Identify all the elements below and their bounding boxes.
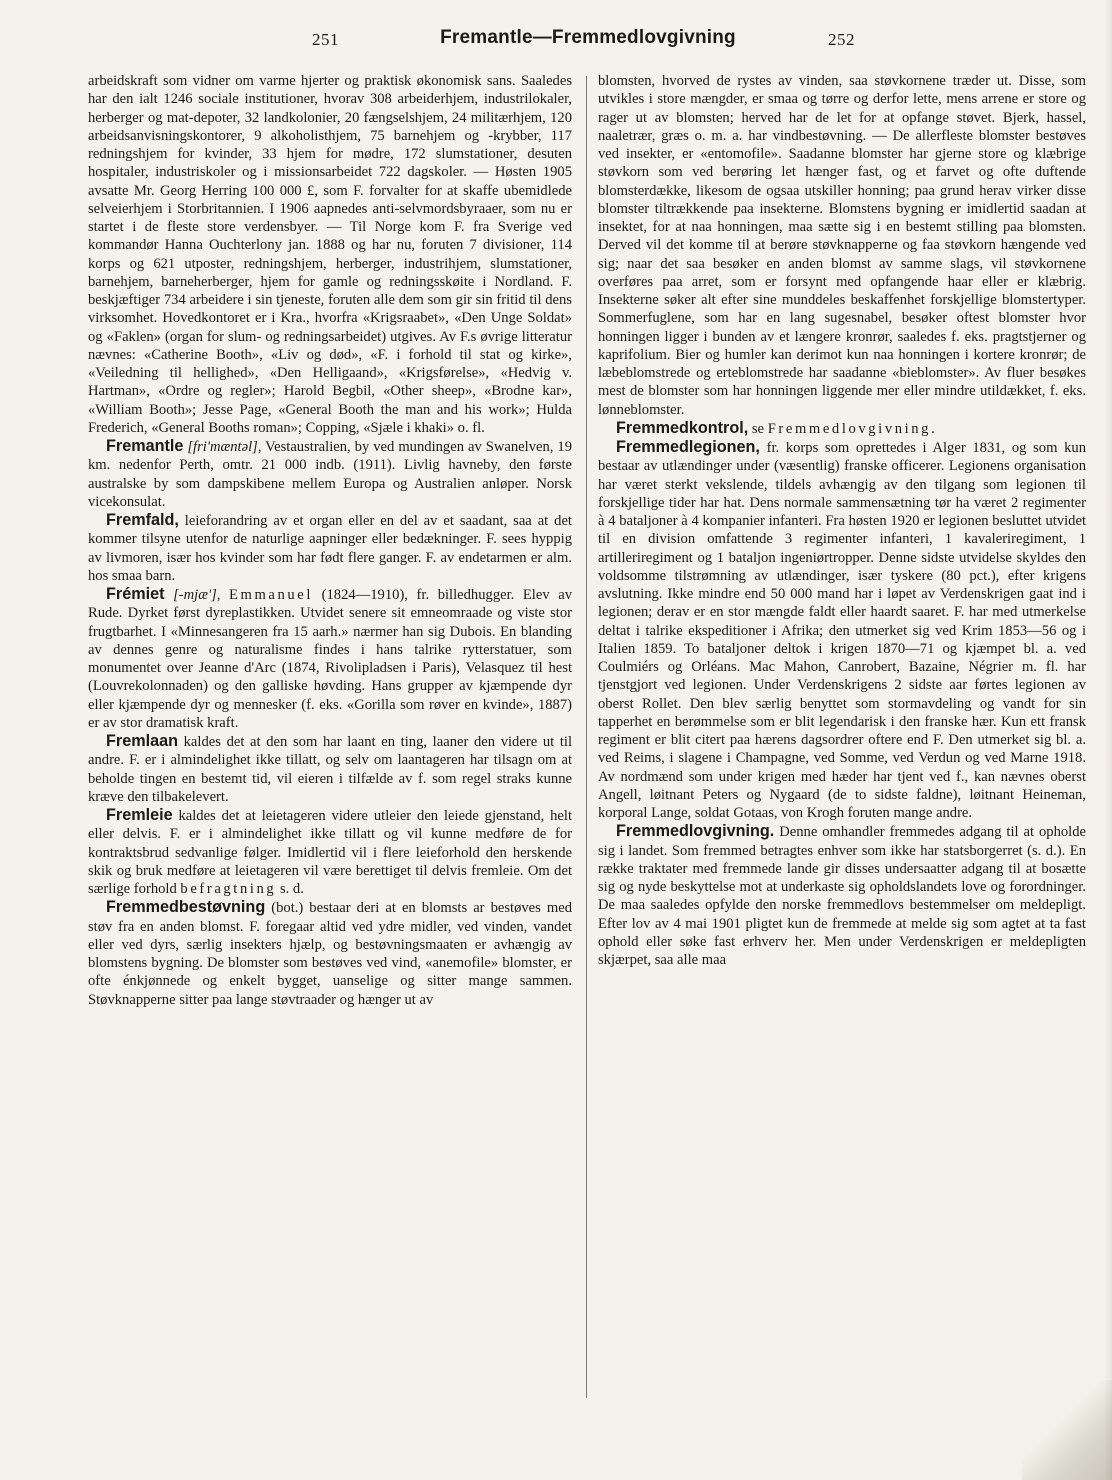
headword: Fremmedlegionen, bbox=[616, 438, 760, 456]
pronunciation: [-mjæ'] bbox=[173, 587, 217, 603]
entry-fremmedlegionen bbox=[598, 438, 1086, 822]
entry-fremmedlovgivning bbox=[598, 822, 1086, 969]
page-header bbox=[88, 26, 1088, 56]
entry-body: (1824—1910), fr. billedhugger. Elev av Rude. Dyrket først dyreplastikken. Utvidet senere sit emneomraade og viste stor frugtbarhet. I «Minnesangeren fra 15 aarh.» nærmer han sig Dubois. En blanding av dennes genre og naturalisme findes i hans talrike rytterstatuer, som monumentet over Jeanne d'Arc (1874, Rivolipladsen i Paris), Velasquez til hest (Louvrekolonnaden) og den galliske høvding. Hans grupper av kjæmpende dyr eller kjæmpende dyr og mennesker (f. eks. «Gorilla som røver en kvinde», 1887) er av stor dramatisk kraft. bbox=[88, 587, 573, 731]
page-curl bbox=[1022, 1380, 1112, 1480]
entry-fremiet: Frémiet [-mjæ'], Emmanuel (1824—1910), fr. billedhugger. Elev av Rude. Dyrket først dyreplastikken. Utvidet senere sit emneomraade og viste stor frugtbarhet. I «Minnesangeren fra 15 aarh.» nærmer han sig Dubois. En blanding av dennes genre og naturalisme findes i hans talrike rytterstatuer, som monumentet over Jeanne d'Arc (1874, Rivolipladsen i Paris), Velasquez til hest (Louvrekolonnaden) og den galliske høvding. Hans grupper av kjæmpende dyr eller kjæmpende dyr og mennesker (f. eks. «Gorilla som røver en kvinde», 1887) er av stor dramatisk kraft. bbox=[88, 585, 573, 731]
headword: Fremmedlovgivning. bbox=[616, 822, 775, 841]
headword: Fremfald, bbox=[106, 511, 179, 529]
continuation-paragraph: arbeidskraft som vidner om varme hjerter og praktisk økonomisk sans. Saaledes har den ialt 1246 sociale institutioner, hvorav 308 arbeiderhjem, industrilokaler, herberger og mat-depoter, 32 landkolonier, 20 fængselshjem, 24 militærhjem, 120 arbeidsanvisningskontorer, 9 alkoholisthjem, 75 barnehjem og -krybber, 117 redningshjem for kvinder, 33 hjem for mødre, 172 slumstationer, desuten hospitaler, industriskoler og i missionsarbeidet 722 dagskoler. — Høsten 1905 avsatte Mr. Georg Herring 100 000 £, som F. forvalter for at skaffe ubemidlede selveierhjem i Storbritannien. I 1906 aapnedes anti-selvmordsbyraaer, som nu er startet i de fleste store verdensbyer. — Til Norge kom F. fra Sverige ved kommandør Hanna Ouchterlony jan. 1888 og har nu, foruten 7 divisioner, 114 korps og 621 utposter, redningshjem, herberger, industrihjem, slumstationer, barnehjem, barneherberger, hjem for gamle og redningsskøite i Nordland. F. beskjæftiger 734 arbeidere i sin tjeneste, foruten alle dem som gir sin fritid til dens virksomhet. Hovedkontoret er i Kra., hvorfra «Krigsraabet», «Den Unge Soldat» og «Faklen» (organ for slum- og redningsarbeidet) utgives. Av F.s øvrige litteratur nævnes: «Catherine Booth», «Liv og død», «F. i forhold til stat og kirke», «Veiledning til hellighed», «Den Helligaand», «Krigsførelse», «Hedvig v. Hartman», «Ordre og regler»; Harold Begbil, «Other sheep», «Brodne kar», «William Booth»; Jesse Page, «General Booth the man and his work»; Hulda Frederich, «General Booths roman»; Copping, «Sjæle i khaki» o. fl. bbox=[88, 73, 572, 436]
entry-body: Denne omhandler fremmedes adgang til at opholde sig i landet. Som fremmed betragtes enhver som ikke har statsborgerret (s. d.). En række traktater med fremmede lande gir disses undersaatter adgang til at bosætte sig og nyde beskyttelse mot at underkaste sig opholdslandets love og forordninger. De maa saaledes opfylde den norske fremmedlovs bestemmelser om meldepligt. Efter lov av 4 mai 1901 pligtet kun de fremmede at melde sig som agtet at ta fast ophold eller søke fast erhverv her. Men under Verdenskrigen er meldepligten skjærpet, saa alle maa bbox=[598, 824, 1086, 968]
headword: Fremmedbestøvning bbox=[106, 898, 266, 917]
page-number-right: 252 bbox=[828, 30, 855, 49]
entry-fremlaan bbox=[88, 732, 572, 806]
entry-fremleie bbox=[88, 806, 572, 898]
entry-tail: . bbox=[931, 420, 935, 437]
headword: Fremlaan bbox=[106, 732, 178, 750]
entry-fremfald bbox=[88, 511, 572, 585]
headword: Fremleie bbox=[106, 806, 173, 824]
entry-body: se bbox=[748, 420, 768, 437]
column-rule bbox=[586, 76, 587, 1398]
page-number-left: 251 bbox=[312, 30, 339, 49]
entry-body: (bot.) bestaar deri at en blomsts ar bestøves med støv fra en anden blomst. F. foregaar altid ved ydre midler, ved vinden, vandet eller ved dyrs, særlig insekters hjælp, og bestøvningsmaaten er avhængig av blomstens bygning. De blomster som bestøves ved vind, «anemofile» blomster, er ofte énkjønnede og enkelt bygget, uanselige og sitter mange sammen. Støvknapperne sitter paa lange støvtraader og hænger ut av bbox=[88, 900, 572, 1008]
cross-reference: befragtning bbox=[180, 881, 277, 897]
headword: Frémiet bbox=[106, 585, 165, 603]
headword: Fremantle bbox=[106, 437, 184, 455]
continuation-paragraph: blomsten, hvorved de rystes av vinden, saa støvkornene træder ut. Disse, som utvikles i store mængder, er smaa og tørre og derfor lette, mens arrene er store og rager ut av blomsten; herved har de let for at opfange støvet. Bjerk, hassel, naaletrær, græs o. m. a. har vindbestøvning. — De allerfleste blomster bestøves ved insekter, er «entomofile». Saadanne blomster har gjerne store og klæbrige støvkorn som ved berøring let hænger fast, og et farvet og ofte duftende blomsterdække, likesom de ogsaa utskiller honning; paa grund herav virker disse blomster tiltrækkende paa insekterne. Blomstens bygning er imidlertid saadan at insektet, for at naa honningen, maa sætte sig i en bestemt stilling paa blomsten. Derved vil det komme til at berøre støvknapperne og faa støvkorn hængende ved sig; naar det saa besøker en anden blomst av samme slags, vil støvkornene overføres paa arret, som er forsynt med opfangende haar eller er klæbrig. Insekterne søker alt efter sine munddeles beskaffenhet forskjellige blomstertyper. Sommerfuglene, som har en lang sugesnabel, besøker oftest blomster hvor honningen ligger i bunden av et længere kronrør, saaledes f. eks. pragtstjerner og kaprifolium. Bier og humler kan derimot kun naa honningen i kortere kronrør; de læbeblomstrede og erteblomstrede har saadanne «bieblomster». Av fluer besøkes mest de blomster som har honningen liggende mer eller mindre utildækket, f. eks. lønneblomster. bbox=[598, 73, 1086, 418]
entry-fremmedbestovning bbox=[88, 898, 572, 1009]
entry-body: fr. korps som oprettedes i Alger 1831, og som kun bestaar av utlændinger under (væsentlig) franske officerer. Legionens organisation har været sterkt vekslende, tildels avhængig av den tilgang som legionen til forskjellige tider har hat. Dens normale sammensætning tør ha været 2 regimenter à 4 bataljoner à 4 kompanier infanteri. Fra høsten 1920 er legionen besluttet utvidet til en division omfattende 3 regimenter infanteri, 1 kavaleriregiment, 1 artilleriregiment og 1 bataljon ingeniørtropper. Denne sidste utvidelse skyldes den voldsomme tilstrømning av utlændinger, især tyskere (80 pct.), efter krigens avslutning. Ikke mindre end 50 000 mand har i løpet av Verdenskrigen gaat ind i legionen; derav er en stor mængde faldt eller haardt saaret. F. har med utmerkelse deltat i talrike ekspeditioner i Afrika; den utmerket sig ved Krim 1853—56 og i Italien 1859. To bataljoner deltok i krigen 1870—71 og kjæmpet bl. a. ved Coulmiérs og Orléans. Mac Mahon, Canrobert, Bazaine, Négrier m. fl. har tjenstgjort ved legionen. Under Verdenskrigens 2 sidste aar førtes legionen av oberst Rollet. Den blev særlig benyttet som stormavdeling og vandt for sin tapperhet en berømmelse som er blit legendarisk i den franske hær. Kun ett fransk regiment er blit citert paa hærens dagsordrer oftere end F. Den utmerket sig bl. a. ved Reims, i slagene i Champagne, ved Somme, ved Verdun og ved Marne 1918. Av nordmænd som under krigen med hæder har tjent ved f., kan nævnes oberst Angell, løitnant Peters og Nygaard (de to sidste faldne), løitnant Heineman, korporal Lange, soldat Gotaas, von Krogh foruten mange andre. bbox=[598, 440, 1086, 821]
page-edge-shadow bbox=[1104, 0, 1112, 1480]
left-column bbox=[88, 72, 572, 1009]
entry-body: leieforandring av et organ eller en del av et saadant, saa at det kommer tilsyne utenfor de naturlige aapninger eller bedækninger. F. sees hyppig av livmoren, især hos kvinder som har født flere ganger. F. av endetarmen er alm. hos smaa barn. bbox=[88, 513, 572, 584]
entry-fremmedkontrol bbox=[598, 419, 1086, 438]
entry-body: , Vestaustralien, by ved mundingen av Swanelven, 19 km. nedenfor Perth, omtr. 21 000 indb. (1911). Livlig havneby, den første australske by som dampskibene mellem Europa og Australien anløper. Norsk vicekonsulat. bbox=[88, 439, 573, 510]
entry-fremantle bbox=[88, 437, 572, 511]
right-column bbox=[598, 72, 1086, 969]
entry-body: kaldes det at den som har laant en ting, laaner den videre ut til andre. F. er i almindelighet ikke tillatt, og selv om laantageren har tilsagn om at beholde tingen en bestemt tid, vil eieren i tilfælde av f. som regel straks kunne kræve den tilbakelevert. bbox=[88, 734, 572, 805]
headword: Fremmedkontrol, bbox=[616, 418, 749, 437]
pronunciation: [fri'mæntəl] bbox=[187, 439, 258, 455]
cross-reference: Fremmedlovgivning bbox=[767, 420, 932, 437]
given-name: Emmanuel bbox=[229, 587, 314, 603]
entry-tail: s. d. bbox=[276, 881, 304, 897]
running-title: Fremantle—Fremmedlovgivning bbox=[440, 27, 736, 48]
entry-body: kaldes det at leietageren videre utleier den leiede gjenstand, helt eller delvis. F. er i almindelighet ikke tillatt og vil kunne medføre de for kontraktsbrud sedvanlige følger. Imidlertid vil i flere leieforhold den herskende skik og bruk medføre at leietageren vil være berettiget til delvis fremleie. Om det særlige forhold bbox=[88, 808, 572, 897]
